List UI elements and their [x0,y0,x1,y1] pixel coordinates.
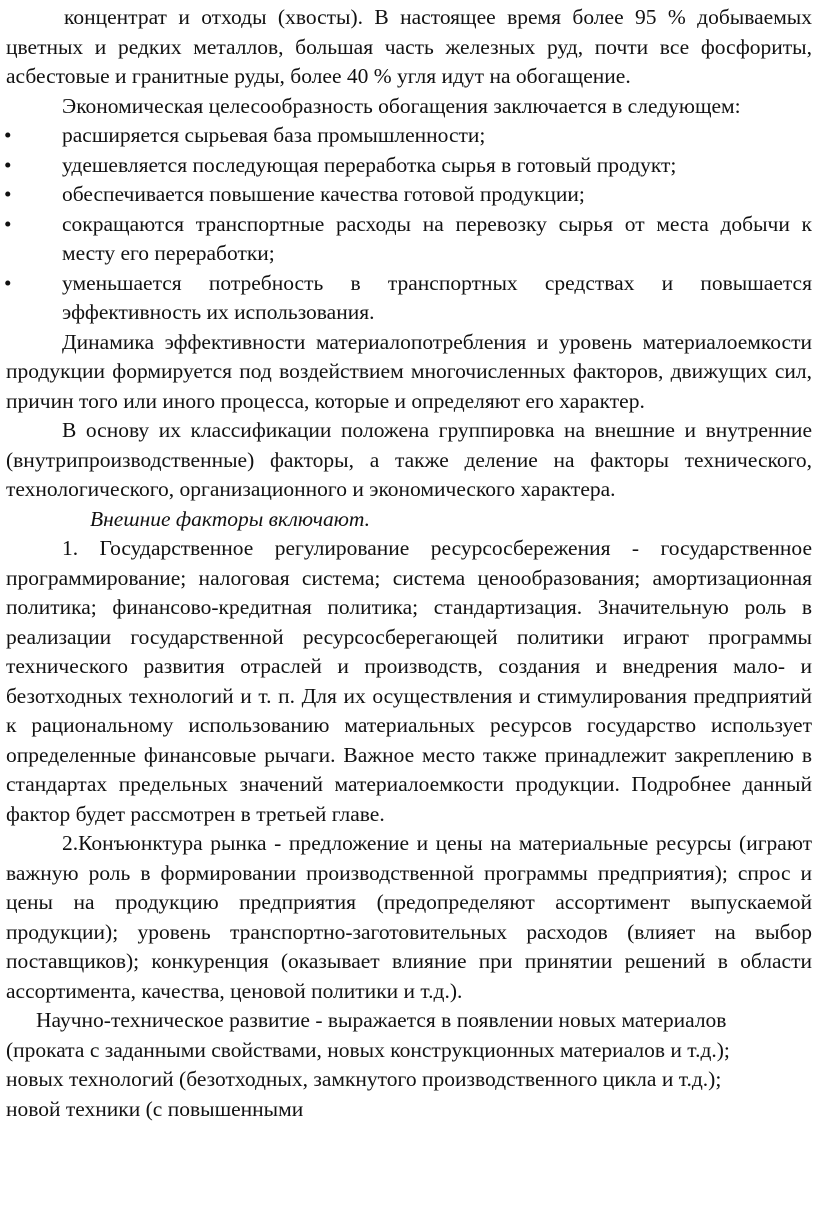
bullet-marker: • [4,182,12,206]
list-item-text: сокращаются транспортные расходы на перевозку сырья от места добычи к месту его переработки; [62,211,812,265]
text-line: новой техники (с повышенными [6,1096,304,1121]
list-item [0,121,812,151]
text-line: Научно-техническое развитие - выражается в появлении новых материалов [36,1008,727,1032]
text-line: (проката с заданными свойствами, новых конструкционных материалов и т.д.); [6,1037,730,1062]
paragraph-item-2: 2.Конъюнктура рынка - предложение и цены на материальные ресурсы (играют важную роль в формировании производственной программы предприятия); спрос и цены на продукцию предприятия (предопределяют ассортимент выпускаемой продукции); уровень транспортно-заготовительных расходов (влияет на выбор поставщиков); конкуренция (оказывает влияние при принятии решений в области ассортимента, качества, ценовой политики и т.д.). [6,831,812,1003]
paragraph-opening: концентрат и отходы (хвосты). В настоящее время более 95 % добываемых цветных и редких металлов, большая часть железных руд, почти все фосфориты, асбестовые и гранитные руды, более 40 % угля идут на обогащение. [6,5,812,88]
list-item [0,210,812,269]
list-item-text: уменьшается потребность в транспортных средствах и повышается эффективность их использования. [62,270,812,324]
bullet-marker: • [4,123,12,147]
bullet-marker: • [4,152,12,177]
list-item [0,180,812,210]
bullet-marker: • [4,270,12,295]
paragraph-intro: Экономическая целесообразность обогащения заключается в следующем: [62,93,741,118]
text-line: новых технологий (безотходных, замкнутого производственного цикла и т.д.); [6,1067,722,1091]
external-factors-heading: Внешние факторы включают. [90,506,371,531]
paragraph-dynamics: Динамика эффективности материалопотребления и уровень материалоемкости продукции формируется под воздействием многочисленных факторов, движущих сил, причин того или иного процесса, которые и определяют его характер. [6,329,812,413]
paragraph-item-1: 1. Государственное регулирование ресурсосбережения - государственное программирование; налоговая система; система ценообразования; амортизационная политика; финансово-кредитная политика; стандартизация. Значительную роль в реализации государственной ресурсосберегающей политики играют программы технического развития отраслей и производств, создания и внедрения мало- и безотходных технологий и т. п. Для их осуществления и стимулирования предприятий к рациональному использованию материальных ресурсов государство использует определенные финансовые рычаги. Важное место также принадлежит закреплению в стандартах предельных значений материалоемкости продукции. Подробнее данный фактор будет рассмотрен в третьей главе. [6,536,812,826]
list-item-text: удешевляется последующая переработка сырья в готовый продукт; [62,152,677,177]
bullet-list [0,121,816,328]
list-item-text: расширяется сырьевая база промышленности; [62,123,486,147]
bullet-marker: • [4,211,12,236]
paragraph-scientific-technical [0,1006,816,1124]
paragraph-classification: В основу их классификации положена группировка на внешние и внутренние (внутрипроизводственные) факторы, а также деление на факторы технического, технологического, организационного и экономического характера. [6,418,812,501]
list-item-text: обеспечивается повышение качества готовой продукции; [62,182,585,206]
list-item [0,151,812,181]
list-item [0,269,812,328]
